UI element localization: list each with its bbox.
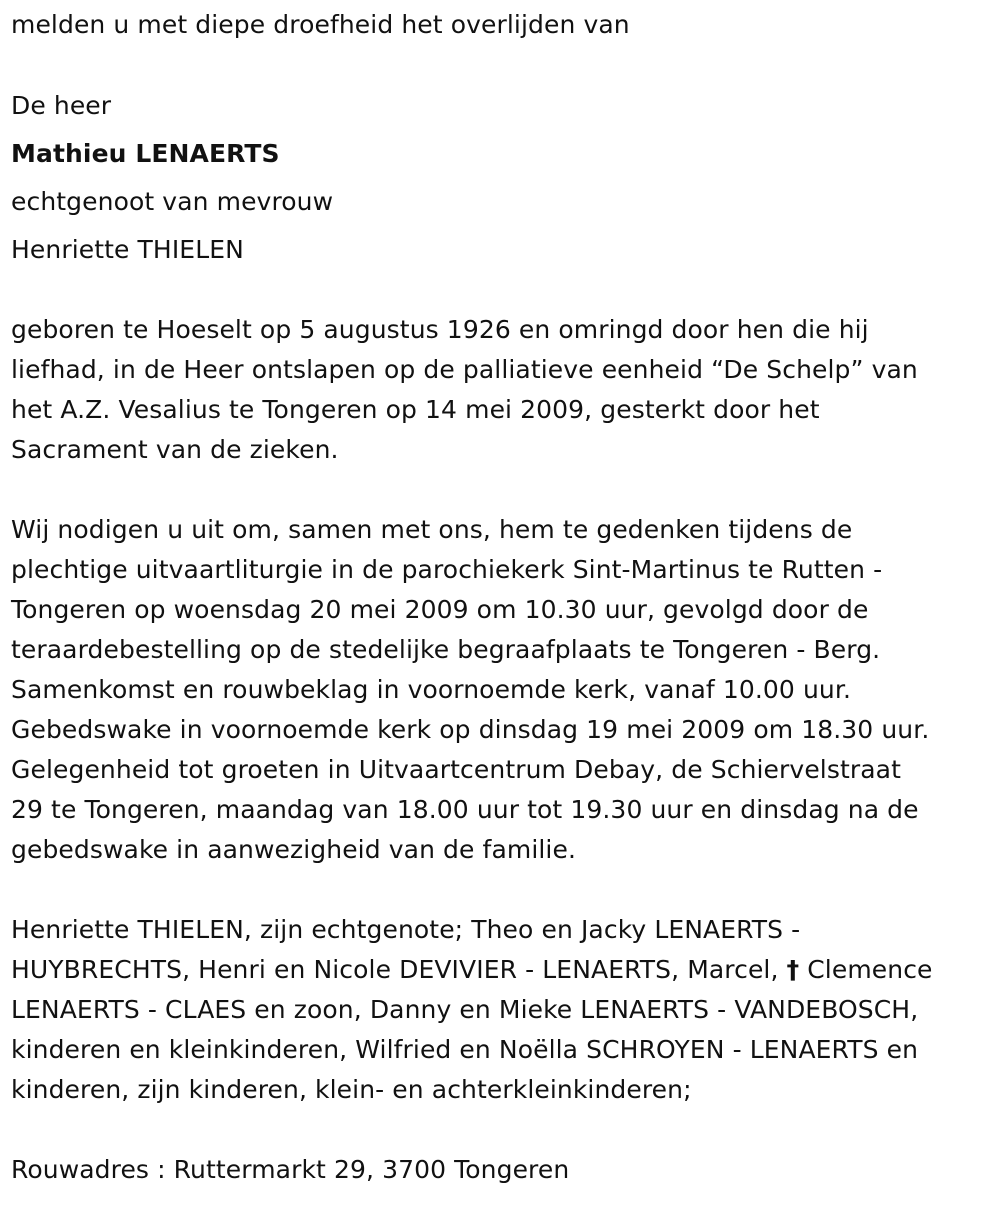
ceremony-line: plechtige uitvaartliturgie in de parochiekerk Sint-Martinus te Rutten - (11, 555, 883, 584)
ceremony-line: 29 te Tongeren, maandag van 18.00 uur tot 19.30 uur en dinsdag na de (11, 795, 919, 824)
family-text: HUYBRECHTS, Henri en Nicole DEVIVIER - LENAERTS, Marcel, (11, 955, 787, 984)
birth-death-line: Sacrament van de zieken. (11, 435, 339, 464)
birth-death-line: geboren te Hoeselt op 5 augustus 1926 en omringd door hen die hij (11, 315, 869, 344)
family-line: kinderen en kleinkinderen, Wilfried en Noëlla SCHROYEN - LENAERTS en (11, 1035, 919, 1064)
relation-line: echtgenoot van mevrouw (11, 187, 334, 216)
intro-line: melden u met diepe droefheid het overlijden van (11, 10, 630, 39)
family-line: LENAERTS - CLAES en zoon, Danny en Mieke LENAERTS - VANDEBOSCH, (11, 995, 919, 1024)
salutation: De heer (11, 91, 112, 120)
deceased-name: Mathieu LENAERTS (11, 139, 280, 168)
ceremony-line: gebedswake in aanwezigheid van de familie. (11, 835, 576, 864)
mourning-address: Rouwadres : Ruttermarkt 29, 3700 Tongeren (11, 1155, 570, 1184)
family-line: Henriette THIELEN, zijn echtgenote; Theo en Jacky LENAERTS - (11, 915, 801, 944)
ceremony-line: Gebedswake in voornoemde kerk op dinsdag 19 mei 2009 om 18.30 uur. (11, 715, 930, 744)
family-line (11, 950, 933, 990)
birth-death-line: het A.Z. Vesalius te Tongeren op 14 mei 2009, gesterkt door het (11, 395, 820, 424)
family-line: kinderen, zijn kinderen, klein- en achterkleinkinderen; (11, 1075, 692, 1104)
spouse-name: Henriette THIELEN (11, 235, 244, 264)
ceremony-line: Gelegenheid tot groeten in Uitvaartcentrum Debay, de Schiervelstraat (11, 755, 901, 784)
family-text: Clemence (799, 955, 933, 984)
cross-icon: † (786, 955, 800, 984)
ceremony-line: Tongeren op woensdag 20 mei 2009 om 10.30 uur, gevolgd door de (11, 595, 869, 624)
ceremony-line: teraardebestelling op de stedelijke begraafplaats te Tongeren - Berg. (11, 635, 881, 664)
ceremony-line: Samenkomst en rouwbeklag in voornoemde kerk, vanaf 10.00 uur. (11, 675, 851, 704)
ceremony-line: Wij nodigen u uit om, samen met ons, hem te gedenken tijdens de (11, 515, 853, 544)
birth-death-line: liefhad, in de Heer ontslapen op de palliatieve eenheid “De Schelp” van (11, 355, 918, 384)
